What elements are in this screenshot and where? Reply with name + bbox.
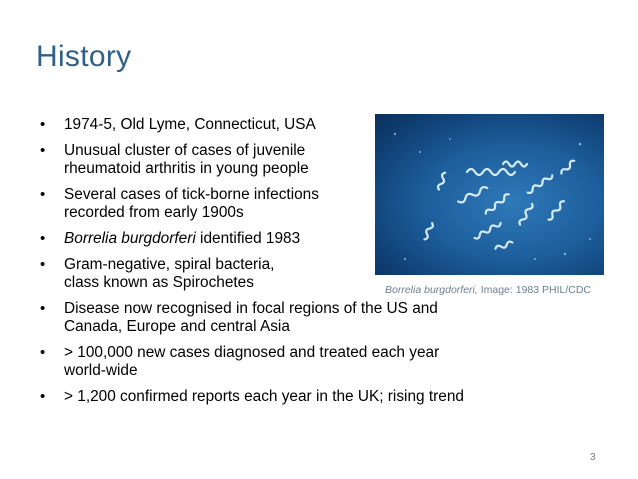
spirochete: [457, 186, 488, 204]
bullet-line: • > 100,000 new cases diagnosed and treated each year: [64, 344, 440, 361]
bullet-line: world-wide: [64, 362, 138, 379]
species-name: Borrelia burgdorferi: [64, 230, 196, 247]
caption-credit: Image: 1983 PHIL/CDC: [477, 284, 592, 296]
image-caption: [385, 284, 591, 296]
bullet-item: [38, 300, 508, 336]
spirochete: [474, 221, 502, 239]
bullet-line: • Unusual cluster of cases of juvenile: [64, 142, 306, 159]
bullet-line: • Gram-negative, spiral bacteria,: [64, 256, 275, 273]
spirochete: [503, 162, 527, 167]
bullet-line: • > 1,200 confirmed reports each year in the UK; rising trend: [64, 388, 464, 405]
spirochete: [495, 241, 513, 251]
bullet-text: identified 1983: [195, 230, 301, 247]
spirochete: [547, 200, 565, 221]
bullet-line: Canada, Europe and central Asia: [64, 318, 290, 335]
bullet-line: • Disease now recognised in focal regions of the US and: [64, 300, 438, 317]
spirochete: [518, 203, 533, 226]
bullet-line: • 1974-5, Old Lyme, Connecticut, USA: [64, 116, 316, 133]
spirochete: [437, 172, 447, 190]
slide-title: History: [36, 40, 132, 73]
bullet-line: rheumatoid arthritis in young people: [64, 160, 309, 177]
spirochete: [485, 193, 511, 215]
spirochete: [560, 159, 576, 175]
bullet-item: [38, 388, 508, 406]
micrograph-image: [375, 114, 604, 275]
spirochete: [527, 174, 554, 194]
bullet-item: [38, 344, 508, 380]
bullet-line: • Several cases of tick-borne infections: [64, 186, 319, 203]
caption-species: Borrelia burgdorferi,: [385, 284, 478, 296]
spirochete-micrograph: [375, 114, 604, 275]
bullet-line: recorded from early 1900s: [64, 204, 244, 221]
spirochete: [423, 222, 434, 240]
spirochete: [467, 169, 515, 175]
page-number: 3: [590, 452, 596, 463]
bullet-line: class known as Spirochetes: [64, 274, 254, 291]
